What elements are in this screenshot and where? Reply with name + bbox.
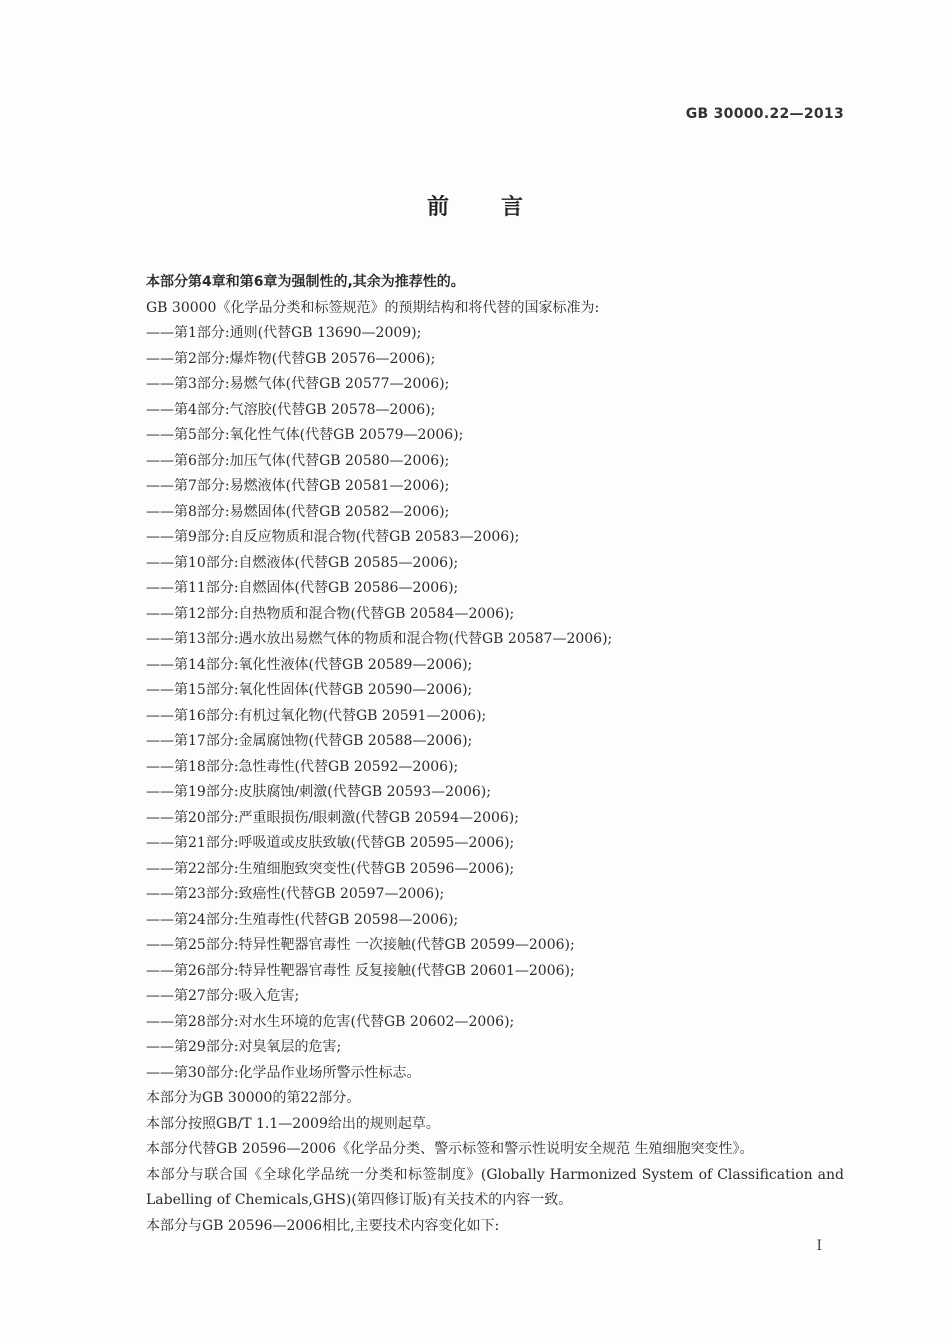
structure-note: GB 30000《化学品分类和标签规范》的预期结构和将代替的国家标准为: bbox=[146, 299, 600, 316]
part-list-item: ——第26部分:特异性靶器官毒性 反复接触(代替GB 20601—2006); bbox=[146, 962, 575, 979]
part-list-item: ——第19部分:皮肤腐蚀/刺激(代替GB 20593—2006); bbox=[146, 784, 491, 800]
page-title: 前言 bbox=[426, 195, 575, 220]
part-list-item: ——第22部分:生殖细胞致突变性(代替GB 20596—2006); bbox=[146, 860, 515, 877]
part-list-item: ——第30部分:化学品作业场所警示性标志。 bbox=[146, 1064, 421, 1081]
part-list-item: ——第7部分:易燃液体(代替GB 20581—2006); bbox=[146, 478, 450, 494]
part-list-item: ——第20部分:严重眼损伤/眼刺激(代替GB 20594—2006); bbox=[146, 809, 519, 826]
part-list-item: ——第13部分:遇水放出易燃气体的物质和混合物(代替GB 20587—2006); bbox=[146, 631, 613, 647]
part-list-item: ——第18部分:急性毒性(代替GB 20592—2006); bbox=[146, 758, 459, 775]
part-list-item: ——第17部分:金属腐蚀物(代替GB 20588—2006); bbox=[146, 733, 473, 749]
part-of-note: 本部分为GB 30000的第22部分。 bbox=[146, 1090, 361, 1106]
part-list-item: ——第5部分:氧化性气体(代替GB 20579—2006); bbox=[146, 427, 464, 443]
part-list-item: ——第3部分:易燃气体(代替GB 20577—2006); bbox=[146, 376, 450, 392]
part-list-item: ——第8部分:易燃固体(代替GB 20582—2006); bbox=[146, 503, 450, 520]
part-list-item: ——第21部分:呼吸道或皮肤致敏(代替GB 20595—2006); bbox=[146, 835, 515, 851]
part-list-item: ——第6部分:加压气体(代替GB 20580—2006); bbox=[146, 452, 450, 469]
changes-note: 本部分与GB 20596—2006相比,主要技术内容变化如下: bbox=[146, 1217, 500, 1234]
part-list-item: ——第25部分:特异性靶器官毒性 一次接触(代替GB 20599—2006); bbox=[146, 937, 575, 953]
mandatory-note: 本部分第4章和第6章为强制性的,其余为推荐性的。 bbox=[146, 274, 465, 290]
part-list-item: ——第28部分:对水生环境的危害(代替GB 20602—2006); bbox=[146, 1013, 515, 1030]
part-list-item: ——第14部分:氧化性液体(代替GB 20589—2006); bbox=[146, 656, 473, 673]
consistency-note: 本部分与联合国《全球化学品统一分类和标签制度》(Globally Harmonized System of Classification and Labelling of Chemicals,GHS)(第四修订版)有关技术的内容一致。 bbox=[146, 1166, 844, 1208]
part-list-item: ——第23部分:致癌性(代替GB 20597—2006); bbox=[146, 886, 445, 902]
part-list-item: ——第2部分:爆炸物(代替GB 20576—2006); bbox=[146, 350, 436, 367]
part-list-item: ——第12部分:自热物质和混合物(代替GB 20584—2006); bbox=[146, 605, 515, 622]
part-list-item: ——第16部分:有机过氧化物(代替GB 20591—2006); bbox=[146, 707, 487, 724]
drafting-rule-note: 本部分按照GB/T 1.1—2009给出的规则起草。 bbox=[146, 1115, 440, 1132]
part-list-item: ——第1部分:通则(代替GB 13690—2009); bbox=[146, 325, 422, 341]
standard-code: GB 30000.22—2013 bbox=[685, 106, 844, 122]
part-list-item: ——第27部分:吸入危害; bbox=[146, 988, 300, 1004]
part-list-item: ——第9部分:自反应物质和混合物(代替GB 20583—2006); bbox=[146, 529, 520, 545]
part-list-item: ——第29部分:对臭氧层的危害; bbox=[146, 1039, 342, 1055]
foreword-body bbox=[112, 270, 844, 1239]
part-list-item: ——第4部分:气溶胶(代替GB 20578—2006); bbox=[146, 401, 436, 418]
replaces-note: 本部分代替GB 20596—2006《化学品分类、警示标签和警示性说明安全规范 生殖细胞突变性》。 bbox=[146, 1141, 754, 1157]
part-list-item: ——第10部分:自燃液体(代替GB 20585—2006); bbox=[146, 554, 459, 571]
page-number: I bbox=[816, 1238, 822, 1254]
part-list-item: ——第11部分:自燃固体(代替GB 20586—2006); bbox=[146, 580, 459, 596]
part-list-item: ——第15部分:氧化性固体(代替GB 20590—2006); bbox=[146, 682, 473, 698]
part-list-item: ——第24部分:生殖毒性(代替GB 20598—2006); bbox=[146, 911, 459, 928]
